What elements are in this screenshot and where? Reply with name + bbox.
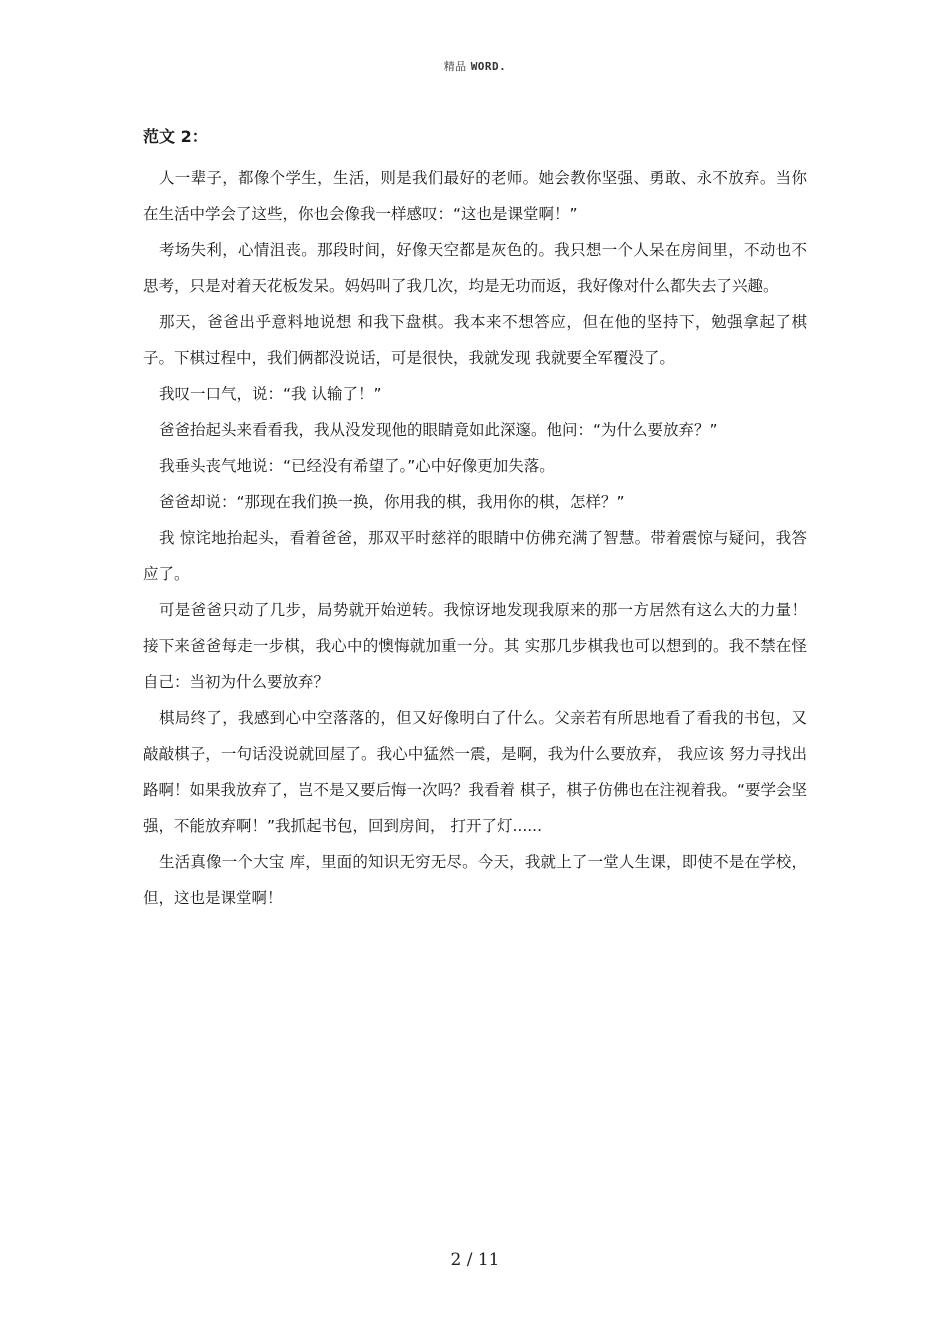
essay-paragraph: 考场失利，心情沮丧。那段时间，好像天空都是灰色的。我只想一个人呆在房间里，不动也不思考，只是对着天花板发呆。妈妈叫了我几次，均是无功而返，我好像对什么都失去了兴趣。 <box>143 241 807 295</box>
essay-paragraph: 生活真像一个大宝 库，里面的知识无穷无尽。今天，我就上了一堂人生课，即使不是在学校，但，这也是课堂啊！ <box>143 853 807 907</box>
essay-paragraph: 爸爸抬起头来看看我，我从没发现他的眼睛竟如此深邃。他问：“为什么要放弃？” <box>159 421 718 439</box>
essay-paragraph: 我叹一口气，说：“我 认输了！” <box>159 385 382 403</box>
essay-paragraph: 可是爸爸只动了几步，局势就开始逆转。我惊讶地发现我原来的那一方居然有这么大的力量！ 接下来爸爸每走一步棋，我心中的懊悔就加重一分。其 实那几步棋我也可以想到的。我不禁在怪自己：当初为什么要放弃？ <box>143 601 807 691</box>
essay-paragraph: 我 惊诧地抬起头，看着爸爸，那双平时慈祥的眼睛中仿佛充满了智慧。带着震惊与疑问，我答应了。 <box>143 529 807 583</box>
header-prefix: 精品 <box>443 60 467 73</box>
essay-paragraph: 那天，爸爸出乎意料地说想 和我下盘棋。我本来不想答应，但在他的坚持下，勉强拿起了棋子。下棋过程中，我们俩都没说话，可是很快，我就发现 我就要全军覆没了。 <box>143 313 807 367</box>
essay-content <box>143 124 807 916</box>
essay-paragraph: 人一辈子，都像个学生，生活，则是我们最好的老师。她会教你坚强、勇敢、永不放弃。当你在生活中学会了这些，你也会像我一样感叹：“这也是课堂啊！” <box>143 169 807 223</box>
page-number: 2 / 11 <box>450 1250 500 1270</box>
essay-heading: 范文 2： <box>143 127 208 146</box>
essay-paragraph: 爸爸却说：“那现在我们换一换，你用我的棋，我用你的棋，怎样？” <box>159 493 625 511</box>
essay-paragraph: 棋局终了，我感到心中空落落的，但又好像明白了什么。父亲若有所思地看了看我的书包，又敲敲棋子，一句话没说就回屋了。我心中猛然一震，是啊，我为什么要放弃， 我应该 努力寻找出路啊！如果我放弃了，岂不是又要后悔一次吗？我看着 棋子，棋子仿佛也在注视着我。“要学会坚强，不能放弃啊！”我抓起书包，回到房间， 打开了灯...... <box>143 709 807 835</box>
essay-paragraph: 我垂头丧气地说：“已经没有希望了。”心中好像更加失落。 <box>159 457 555 475</box>
page-header <box>0 58 950 74</box>
header-brand: WORD. <box>470 60 507 73</box>
